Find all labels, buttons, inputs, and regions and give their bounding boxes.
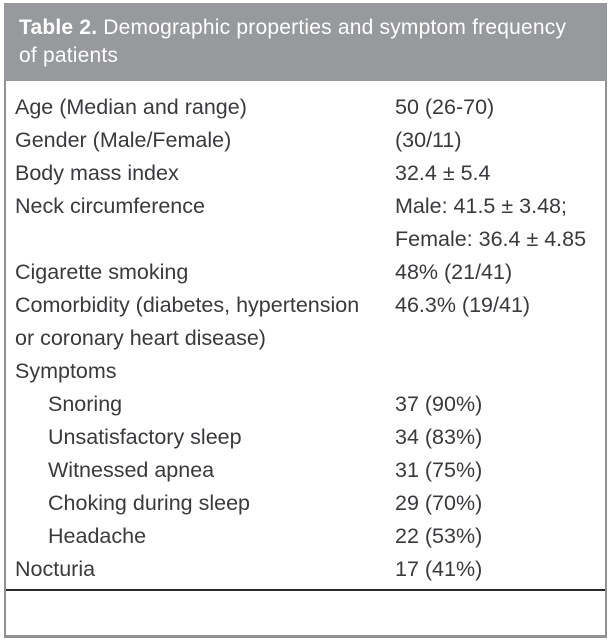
- row-value-text-line2: Female: 36.4 ± 4.85: [395, 227, 587, 251]
- row-label-text-line2: or coronary heart disease): [15, 326, 266, 350]
- row-label: [6, 91, 395, 124]
- row-label-text: Neck circumference: [15, 194, 205, 218]
- row-label-text: Body mass index: [15, 161, 179, 185]
- row-value-text: 22 (53%): [395, 524, 483, 548]
- table-row: [6, 388, 605, 421]
- row-label-text: Cigarette smoking: [15, 260, 189, 284]
- row-value-text: 29 (70%): [395, 491, 483, 515]
- row-label: [6, 553, 395, 586]
- row-label: [6, 124, 395, 157]
- row-value-text: 32.4 ± 5.4: [395, 161, 491, 185]
- table-body: [4, 81, 607, 638]
- row-value-text: (30/11): [395, 128, 462, 152]
- row-label-text: Gender (Male/Female): [15, 128, 232, 152]
- table-row: [6, 487, 605, 520]
- table-row: [6, 289, 605, 355]
- table-row: [6, 520, 605, 553]
- row-label: [6, 454, 395, 487]
- table-number: Table 2.: [19, 16, 98, 39]
- row-label: [6, 190, 395, 256]
- table-title-text: Demographic properties and symptom frequency: [97, 16, 567, 39]
- row-value: [395, 190, 605, 256]
- table-row-section: [6, 355, 605, 388]
- row-label-text: Age (Median and range): [15, 95, 247, 119]
- row-value-text: 34 (83%): [395, 425, 483, 449]
- row-label-text: Headache: [48, 524, 147, 548]
- row-value-text: 46.3% (19/41): [395, 293, 531, 317]
- row-value: [395, 256, 605, 289]
- table-title: [19, 14, 595, 42]
- table-row: [6, 91, 605, 124]
- table-2-card: [4, 3, 607, 638]
- row-label: [6, 388, 395, 421]
- row-value-text: 37 (90%): [395, 392, 483, 416]
- table-row: [6, 421, 605, 454]
- row-value: [395, 553, 605, 586]
- row-value: [395, 487, 605, 520]
- row-value: [395, 421, 605, 454]
- row-value: [395, 91, 605, 124]
- row-label-text: Nocturia: [15, 557, 96, 581]
- row-value: [395, 289, 605, 355]
- row-label: [6, 355, 395, 388]
- row-label: [6, 157, 395, 190]
- row-value-text: Male: 41.5 ± 3.48;: [395, 194, 567, 218]
- row-label-text: Unsatisfactory sleep: [48, 425, 242, 449]
- table-row: [6, 157, 605, 190]
- table-header: [4, 3, 607, 81]
- row-label: [6, 487, 395, 520]
- row-value-text: 48% (21/41): [395, 260, 513, 284]
- row-label-text: Choking during sleep: [48, 491, 250, 515]
- row-value: [395, 520, 605, 553]
- row-label: [6, 421, 395, 454]
- table-row: [6, 553, 605, 586]
- row-value-text: 31 (75%): [395, 458, 483, 482]
- row-value: [395, 157, 605, 190]
- row-value: [395, 355, 605, 388]
- row-label-text: Snoring: [48, 392, 123, 416]
- row-label: [6, 256, 395, 289]
- table-footer-space: [6, 591, 605, 635]
- row-label-text: Witnessed apnea: [48, 458, 215, 482]
- table-row: [6, 190, 605, 256]
- table-row: [6, 124, 605, 157]
- table-title-line2: of patients: [19, 44, 119, 67]
- row-value-text: 17 (41%): [395, 557, 483, 581]
- table-row: [6, 256, 605, 289]
- row-label-text: Symptoms: [15, 359, 117, 383]
- row-label: [6, 289, 395, 355]
- table-row: [6, 454, 605, 487]
- row-value: [395, 124, 605, 157]
- row-value-text: 50 (26-70): [395, 95, 495, 119]
- row-value: [395, 454, 605, 487]
- row-value: [395, 388, 605, 421]
- row-label: [6, 520, 395, 553]
- row-label-text: Comorbidity (diabetes, hypertension: [15, 293, 360, 317]
